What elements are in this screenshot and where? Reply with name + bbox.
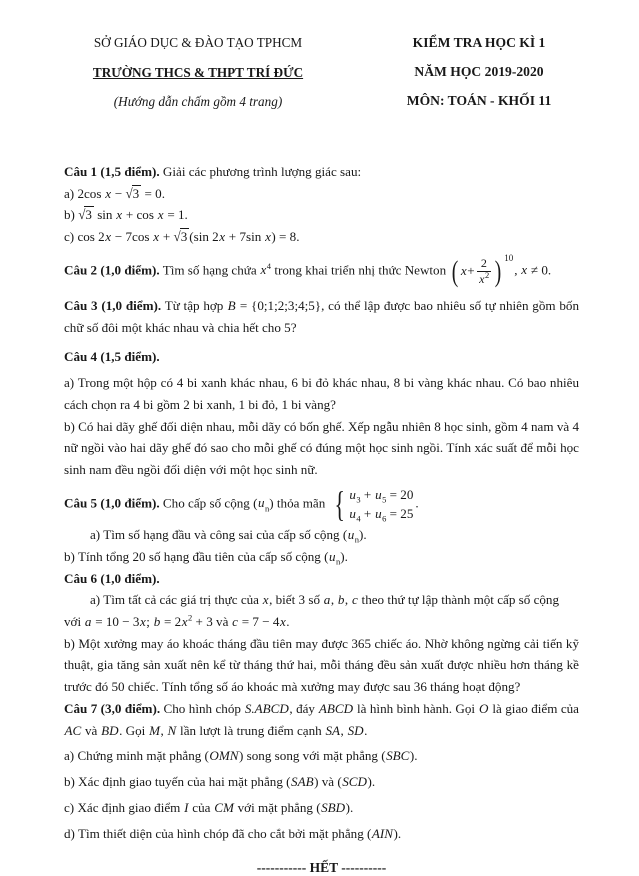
text-run: ). [359, 527, 367, 543]
paragraph [64, 797, 579, 819]
brace: { [334, 484, 345, 525]
question-label: Câu 7 (3,0 điểm). [64, 700, 161, 716]
question-list [64, 161, 579, 844]
text-run: + 7sin [225, 229, 265, 245]
text-run: là hình bình hành. Gọi [353, 700, 479, 716]
math-variable: S.ABCD [244, 700, 289, 716]
paragraph [64, 823, 579, 845]
math-variable: CM [214, 799, 234, 815]
text-run: , [514, 262, 521, 278]
paragraph [64, 524, 579, 546]
text-run: = 25 [386, 506, 414, 522]
text-run: , đáy [289, 700, 319, 716]
math-variable: b [337, 592, 345, 608]
fraction [477, 256, 492, 287]
question-label: Câu 2 (1,0 điểm). [64, 262, 160, 278]
text-run: Cho hình chóp [160, 700, 245, 716]
text-run: và [81, 722, 101, 738]
text-run: b) Xác định giao tuyến của hai mặt phẳng ( [64, 774, 291, 790]
math-variable: x [479, 271, 485, 286]
text-run: , [160, 722, 168, 738]
text-run: , [340, 722, 348, 738]
math-variable: SBC [386, 748, 410, 764]
text-run: 3 [180, 229, 188, 245]
text-run: với mặt phẳng ( [234, 799, 321, 815]
text-run: = 1. [164, 207, 188, 223]
equation-system [331, 485, 414, 524]
text-run: ≠ 0. [527, 262, 552, 278]
math-variable: u [349, 486, 356, 502]
question-label: Câu 3 (1,0 điểm). [64, 297, 162, 313]
subject-grade: MÔN: TOÁN - KHỐI 11 [406, 92, 552, 108]
end-marker: ----------- HẾT ---------- [256, 860, 387, 876]
math-variable: SBD [321, 799, 346, 815]
text-run: (sin 2 [189, 229, 219, 245]
subscript: 5 [382, 494, 387, 505]
math-variable: N [167, 722, 177, 738]
text-run: = {0;1;2;3;4;5}, có thể lập được bao nhiêu số tự nhiên gồm bốn chữ số đôi một khác nhau và chia hết cho 5? [64, 297, 579, 335]
paragraph [64, 204, 579, 226]
math-variable: BD [101, 722, 119, 738]
text-run: Cho cấp số cộng ( [159, 495, 258, 511]
paragraph [64, 183, 579, 205]
math-variable: a [323, 592, 331, 608]
math-variable: x [153, 229, 160, 245]
math-variable: ABCD [318, 700, 354, 716]
math-variable: x [116, 207, 123, 223]
text-run: + [467, 263, 475, 279]
question-label: Câu 4 (1,5 điểm). [64, 349, 160, 365]
text-run: = 2 [160, 613, 182, 629]
text-run: = 20 [386, 486, 414, 502]
math-variable: x [139, 613, 146, 629]
subscript: n [336, 556, 341, 567]
paragraph [64, 589, 579, 611]
text-run: . [286, 613, 290, 629]
math-variable: M [149, 722, 160, 738]
text-run: a) Tìm số hạng đầu và công sai của cấp số cộng ( [90, 527, 348, 543]
text-run: . [364, 722, 368, 738]
math-variable: b [153, 613, 161, 629]
text-run: ). [393, 825, 402, 841]
math-variable: SAB [291, 774, 314, 790]
math-variable: I [184, 799, 189, 815]
question-label: Câu 1 (1,5 điểm). [64, 163, 160, 179]
math-variable: SA [325, 722, 341, 738]
paragraph [64, 161, 579, 183]
text-run: c) cos 2 [64, 229, 105, 245]
text-run: − 7cos [111, 229, 153, 245]
text-run: là giao điểm của [488, 700, 579, 716]
math-variable: x [105, 229, 112, 245]
text-run: a) Chứng minh mặt phẳng ( [64, 748, 209, 764]
paragraph [64, 698, 579, 741]
text-run: . Gọi [119, 722, 149, 738]
paragraph [64, 611, 579, 633]
math-variable: u [375, 506, 382, 522]
parenthesized-expression [450, 252, 514, 288]
subscript: 3 [356, 494, 361, 505]
text-run: của [189, 799, 214, 815]
exponent: 10 [504, 252, 514, 263]
paragraph [64, 416, 579, 481]
text-run: a) 2cos [64, 185, 105, 201]
text-run: = 0. [141, 185, 165, 201]
text-run: theo thứ tự lập thành một cấp số cộng [358, 592, 560, 608]
math-variable: c [351, 592, 358, 608]
math-variable: OMN [209, 748, 239, 764]
paragraph [64, 485, 579, 524]
text-run: ) thỏa mãn [269, 495, 329, 511]
math-variable: x [521, 262, 528, 278]
superscript: 2 [188, 612, 193, 623]
question-label: Câu 5 (1,0 điểm). [64, 495, 160, 511]
text-run: b) Có hai dãy ghế đối diện nhau, mỗi dãy có bốn ghế. Xếp ngẫu nhiên 8 học sinh, gồm 4 nam và 4 nữ ngồi vào hai dãy ghế đó sao cho mỗi ghế có đúng một học sinh ngồi. Tính xác suất để mỗi học sinh nam đều ngồi đối diện với một học sinh nữ. [64, 418, 579, 478]
paragraph [64, 226, 579, 248]
text-run: ; [146, 613, 154, 629]
math-variable: B [227, 297, 236, 313]
paragraph [64, 372, 579, 415]
radical-sign: √ [125, 185, 133, 201]
text-run: = 10 − 3 [91, 613, 140, 629]
math-variable: SCD [342, 774, 367, 790]
radical-sign: √ [78, 206, 86, 223]
text-run: 2 [480, 255, 487, 270]
text-run: c) Xác định giao điểm [64, 799, 184, 815]
text-run: sin [93, 207, 116, 223]
math-variable: x [181, 613, 188, 629]
radical-expression [78, 207, 94, 222]
text-run: . [415, 495, 419, 511]
math-variable: u [349, 506, 356, 522]
superscript: 4 [266, 260, 272, 271]
math-variable: u [257, 495, 265, 511]
math-variable: u [347, 527, 355, 543]
text-run: lần lượt là trung điểm cạnh [176, 722, 325, 738]
radical-expression [125, 186, 141, 201]
subscript: n [354, 534, 359, 545]
text-run: a) Trong một hộp có 4 bi xanh khác nhau, 6 bi đỏ khác nhau, 8 bi vàng khác nhau. Có bao nhiêu cách chọn ra 4 bi gồm 2 bi xanh, 1 bi đỏ, 1 bi vàng? [64, 375, 579, 412]
text-run: , [344, 592, 352, 608]
issuer-school: TRƯỜNG THCS & THPT TRÍ ĐỨC [92, 64, 304, 80]
text-run: ). [340, 548, 348, 564]
school-year: NĂM HỌC 2019-2020 [414, 63, 544, 79]
text-run: ). [409, 748, 418, 764]
equation-line [349, 485, 414, 505]
exam-title: KIỂM TRA HỌC KÌ 1 [412, 35, 546, 50]
text-run: b) Một xưởng may áo khoác tháng đầu tiên may được 365 chiếc áo. Nhờ không ngừng cải tiến kỹ thuật, gia tăng sản xuất nên kể từ tháng thứ hai, mỗi tháng đều sản xuất được nhiều hơn tháng kề trước đó 50 chiếc. Tính tổng số áo khoác mà xưởng may được sau 36 tháng hoạt động? [64, 635, 579, 695]
text-run: Giải các phương trình lượng giác sau: [159, 163, 362, 179]
text-run: + [360, 486, 375, 502]
text-run: trong khai triển nhị thức Newton [271, 262, 450, 278]
text-run: b) [64, 207, 79, 223]
text-run: , [330, 592, 338, 608]
paragraph [64, 346, 579, 368]
subscript: 4 [356, 514, 361, 525]
math-variable: x [460, 263, 467, 279]
text-run: 3 [85, 207, 92, 223]
text-run: + cos [122, 207, 158, 223]
paragraph [64, 745, 579, 767]
text-run: − [111, 185, 126, 201]
math-variable: SD [347, 722, 364, 738]
text-run: Từ tập hợp [161, 297, 228, 313]
text-run: + 3 và [192, 613, 232, 629]
text-run: ) và ( [314, 774, 342, 790]
open-paren: ( [452, 254, 459, 288]
math-variable: AC [64, 722, 82, 738]
math-variable: AIN [371, 825, 393, 841]
close-paren: ) [494, 254, 502, 288]
math-variable: u [375, 486, 382, 502]
paragraph [64, 252, 579, 288]
paragraph [64, 633, 579, 698]
radical-expression [174, 229, 190, 244]
math-variable: a [84, 613, 92, 629]
math-variable: x [219, 229, 226, 245]
text-run: , biết 3 số [269, 592, 324, 608]
text-run: = 7 − 4 [238, 613, 280, 629]
text-run: ). [345, 799, 354, 815]
equation-line [349, 504, 414, 524]
paragraph [64, 568, 579, 590]
issuer-block [64, 36, 332, 110]
paragraph [64, 295, 579, 338]
subscript: n [265, 503, 270, 514]
math-variable: O [479, 700, 489, 716]
math-variable: c [232, 613, 238, 629]
text-run: + [360, 506, 375, 522]
text-run: Tìm số hạng chứa [159, 262, 260, 278]
math-variable: x [157, 207, 164, 223]
text-run: ). [367, 774, 376, 790]
text-run: với [64, 613, 85, 629]
grading-note: (Hướng dẫn chấm gồm 4 trang) [113, 94, 283, 110]
math-variable: x [262, 592, 269, 608]
math-variable: x [105, 185, 112, 201]
question-label: Câu 6 (1,0 điểm). [64, 570, 160, 586]
math-variable: x [279, 613, 286, 629]
text-run: a) Tìm tất cả các giá trị thực của [90, 592, 263, 608]
issuer-department: SỞ GIÁO DỤC & ĐÀO TẠO TPHCM [93, 35, 303, 50]
text-run: + [159, 229, 174, 245]
math-variable: u [328, 548, 336, 564]
text-run: b) Tính tổng 20 số hạng đầu tiên của cấp số cộng ( [64, 548, 329, 564]
superscript: 2 [484, 269, 490, 280]
document-header [64, 36, 579, 123]
radical-sign: √ [173, 228, 181, 245]
subscript: 6 [382, 514, 387, 525]
text-run: ) = 8. [271, 229, 300, 245]
paragraph [64, 771, 579, 793]
text-run: d) Tìm thiết diện của hình chóp đã cho cắt bởi mặt phẳng ( [64, 825, 372, 841]
text-run: 3 [132, 185, 140, 201]
paragraph [64, 546, 579, 568]
math-variable: x [265, 229, 271, 245]
exam-title-block [379, 36, 579, 123]
math-variable: x [260, 262, 267, 278]
text-run: ) song song với mặt phẳng ( [239, 748, 386, 764]
